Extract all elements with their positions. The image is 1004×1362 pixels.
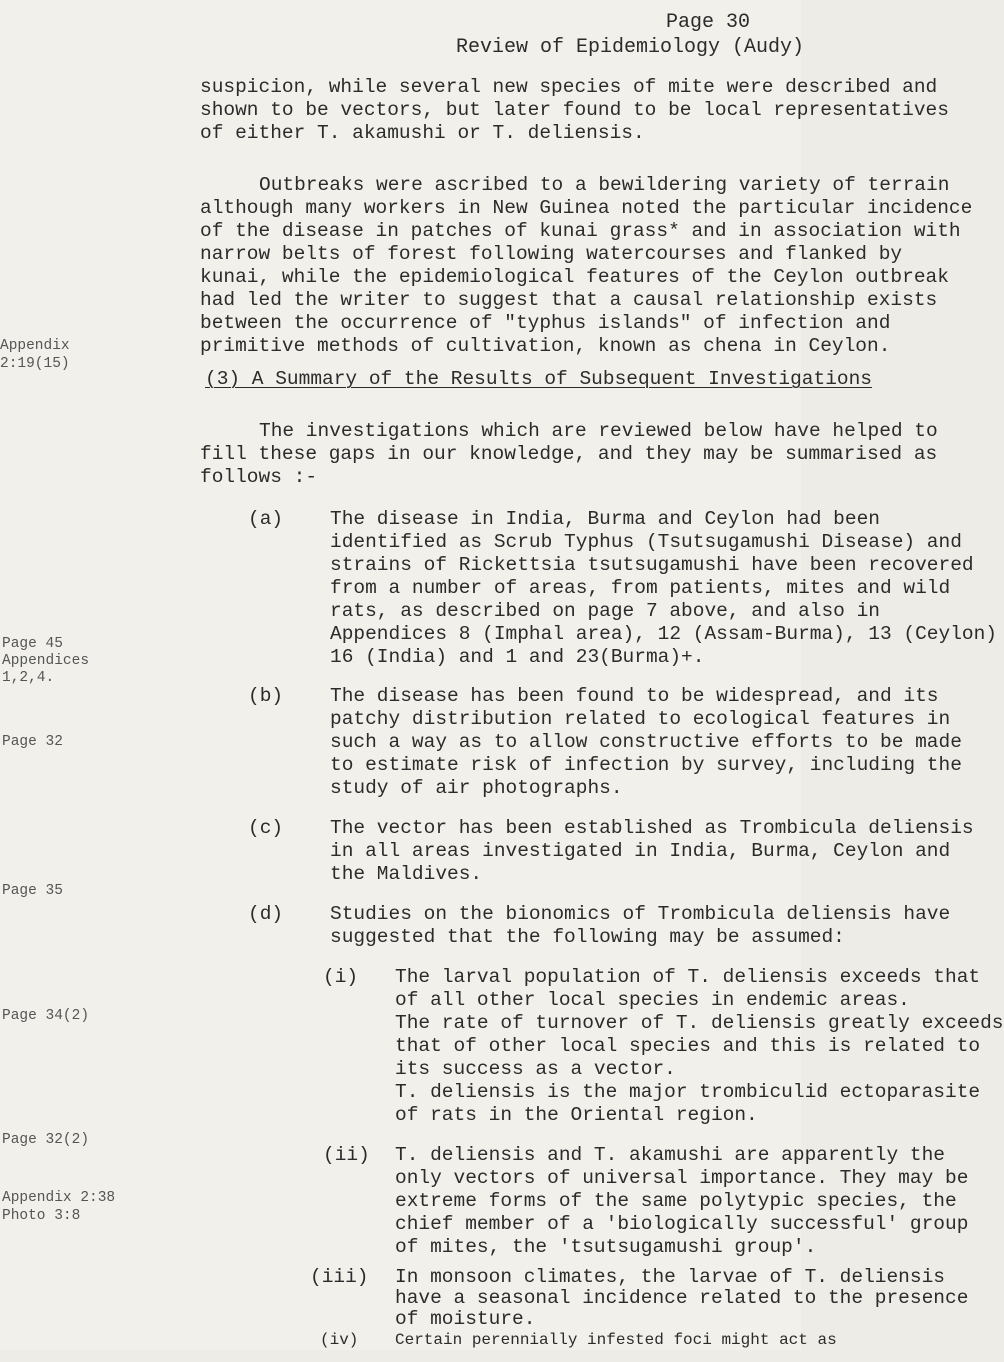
subitem-line: extreme forms of the same polytypic species, the — [395, 1190, 957, 1212]
outbreaks-line: primitive methods of cultivation, known as chena in Ceylon. — [200, 335, 891, 357]
margin-note: 2:19(15) — [0, 356, 70, 372]
subitem-line: its success as a vector. — [395, 1058, 676, 1080]
footnote-line — [800, 1340, 845, 1341]
intro-line: suspicion, while several new species of mite were described and — [200, 76, 938, 98]
margin-note: Photo 3:8 — [2, 1208, 81, 1224]
outbreaks-line: Outbreaks were ascribed to a bewildering variety of terrain — [259, 174, 950, 196]
section-intro-line: follows :- — [200, 466, 318, 488]
item-line: The disease has been found to be widespread, and its — [330, 685, 939, 707]
section-intro-line: fill these gaps in our knowledge, and they may be summarised as — [200, 443, 938, 465]
margin-note: Page 32 — [2, 734, 63, 750]
outbreaks-line: narrow belts of forest following watercourses and flanked by — [200, 243, 903, 265]
margin-note: Page 32(2) — [2, 1132, 90, 1148]
outbreaks-line: had led the writer to suggest that a causal relationship exists — [200, 289, 938, 311]
item-line: to estimate risk of infection by survey, including the — [330, 754, 962, 776]
item-label: (c) — [248, 817, 284, 839]
item-line: The vector has been established as Trombicula deliensis — [330, 817, 974, 839]
subitem-line: T. deliensis is the major trombiculid ectoparasite — [395, 1081, 981, 1103]
margin-note: Page 35 — [2, 883, 63, 899]
subitem-line: that of other local species and this is related to — [395, 1035, 981, 1057]
item-line: suggested that the following may be assumed: — [330, 926, 845, 948]
subitem-line: of all other local species in endemic areas. — [395, 989, 910, 1011]
subitem-line: Certain perennially infested foci might act as — [395, 1331, 837, 1349]
item-line: in all areas investigated in India, Burma, Ceylon and — [330, 840, 951, 862]
subitem-label: (i) — [323, 966, 359, 988]
section-heading: (3) A Summary of the Results of Subsequent Investigations — [205, 368, 873, 390]
item-line: Appendices 8 (Imphal area), 12 (Assam-Burma), 13 (Ceylon) — [330, 623, 998, 645]
subitem-line — [800, 1340, 828, 1362]
subitem-label: (iii) — [310, 1266, 369, 1288]
subitem-line: chief member of a 'biologically successful' group — [395, 1213, 969, 1235]
item-line: such a way as to allow constructive efforts to be made — [330, 731, 962, 753]
section-intro-line: The investigations which are reviewed below have helped to — [259, 420, 938, 442]
item-line: rats, as described on page 7 above, and also in — [330, 600, 880, 622]
item-line: study of air photographs. — [330, 777, 623, 799]
item-line: the Maldives. — [330, 863, 483, 885]
margin-note: Appendix 2:38 — [2, 1190, 116, 1206]
outbreaks-line: between the occurrence of "typhus islands" of infection and — [200, 312, 891, 334]
subitem-line: have a seasonal incidence related to the presence — [395, 1287, 969, 1309]
subitem-label: (iv) — [320, 1331, 359, 1349]
margin-note: Appendix — [0, 338, 70, 354]
intro-line: shown to be vectors, but later found to be local representatives — [200, 99, 949, 121]
subitem-line: T. deliensis and T. akamushi are apparently the — [395, 1144, 945, 1166]
subitem-line: The larval population of T. deliensis exceeds that — [395, 966, 981, 988]
footnote-line — [800, 1340, 804, 1341]
running-title: Review of Epidemiology (Audy) — [456, 36, 805, 59]
subitem-label: (ii) — [323, 1144, 370, 1166]
intro-line: of either T. akamushi or T. deliensis. — [200, 122, 645, 144]
margin-note: Page 45 — [2, 636, 63, 652]
outbreaks-line: of the disease in patches of kunai grass* and in association with — [200, 220, 961, 242]
item-line: Studies on the bionomics of Trombicula deliensis have — [330, 903, 951, 925]
subitem-line: only vectors of universal importance. They may be — [395, 1167, 969, 1189]
item-line: patchy distribution related to ecological features in — [330, 708, 951, 730]
margin-note: Appendices — [2, 653, 90, 669]
item-label: (b) — [248, 685, 284, 707]
subitem-line: The rate of turnover of T. deliensis greatly exceeds — [395, 1012, 1004, 1034]
subitem-line: of rats in the Oriental region. — [395, 1104, 758, 1126]
item-line: strains of Rickettsia tsutsugamushi have been recovered — [330, 554, 974, 576]
margin-note: 1,2,4. — [2, 670, 55, 686]
outbreaks-line: kunai, while the epidemiological features of the Ceylon outbreak — [200, 266, 949, 288]
item-line: 16 (India) and 1 and 23(Burma)+. — [330, 646, 705, 668]
item-line: identified as Scrub Typhus (Tsutsugamushi Disease) and — [330, 531, 962, 553]
subitem-line: In monsoon climates, the larvae of T. deliensis — [395, 1266, 945, 1288]
item-label: (a) — [248, 508, 284, 530]
margin-note: Page 34(2) — [2, 1008, 90, 1024]
subitem-line: of moisture. — [395, 1308, 536, 1330]
item-label: (d) — [248, 903, 284, 925]
subitem-line: of mites, the 'tsutsugamushi group'. — [395, 1236, 817, 1258]
outbreaks-line: although many workers in New Guinea noted the particular incidence — [200, 197, 973, 219]
item-line: from a number of areas, from patients, mites and wild — [330, 577, 951, 599]
item-line: The disease in India, Burma and Ceylon had been — [330, 508, 880, 530]
page-number: Page 30 — [666, 11, 751, 34]
